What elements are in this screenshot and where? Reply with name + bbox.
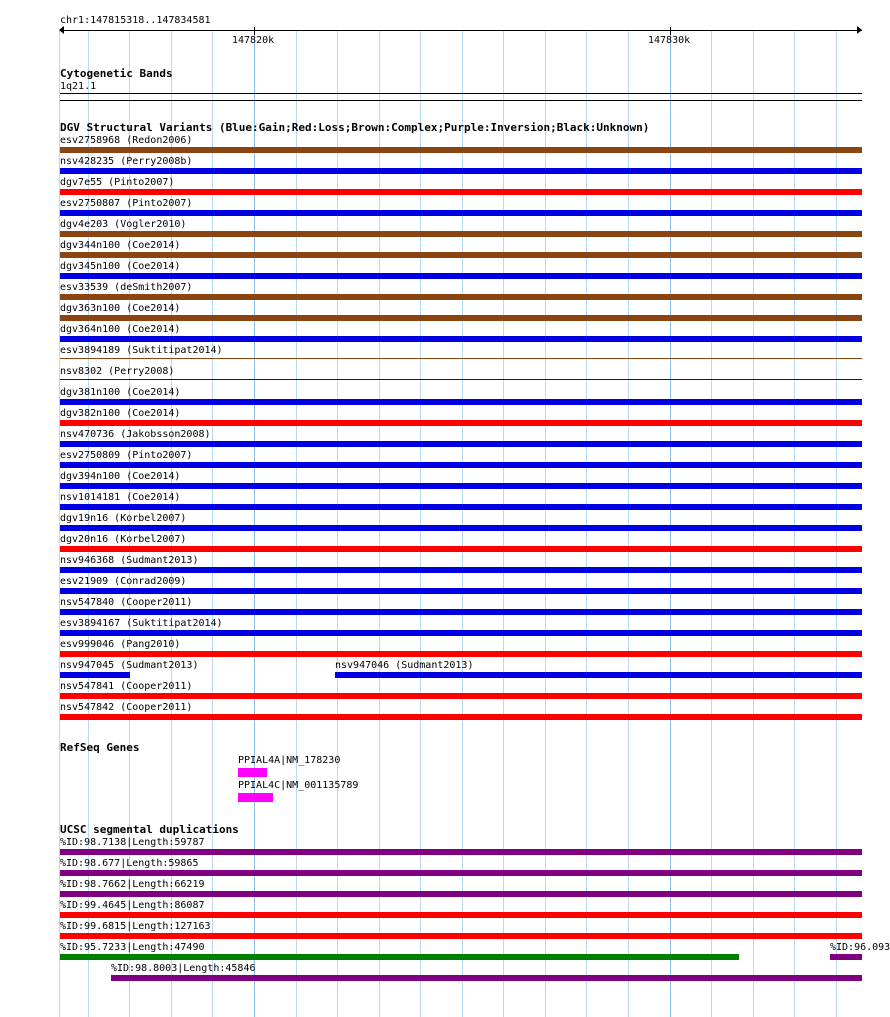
variant-bar[interactable] [60, 399, 862, 405]
gridline [753, 30, 754, 1017]
segdup-bar[interactable] [60, 891, 862, 897]
segdup-bar[interactable] [60, 849, 862, 855]
variant-bar[interactable] [60, 336, 862, 342]
track-title: DGV Structural Variants (Blue:Gain;Red:Loss;Brown:Complex;Purple:Inversion;Black:Unknown) [60, 121, 650, 134]
variant-label[interactable]: esv2758968 (Redon2006) [60, 135, 193, 146]
variant-label[interactable]: esv3894167 (Suktitipat2014) [60, 618, 223, 629]
gridline [212, 30, 213, 1017]
variant-label[interactable]: dgv364n100 (Coe2014) [60, 324, 181, 335]
band-bottom-line [60, 100, 862, 101]
segdup-label[interactable]: %ID:98.7138|Length:59787 [60, 837, 205, 848]
segdup-bar[interactable] [111, 975, 862, 981]
location-label: chr1:147815318..147834581 [60, 15, 211, 26]
gridline [545, 30, 546, 1017]
variant-label[interactable]: dgv345n100 (Coe2014) [60, 261, 181, 272]
variant-label[interactable]: dgv19n16 (Korbel2007) [60, 513, 187, 524]
variant-bar[interactable] [60, 358, 862, 359]
variant-bar[interactable] [60, 504, 862, 510]
variant-bar[interactable] [60, 525, 862, 531]
band-top-line [60, 93, 862, 94]
variant-label[interactable]: nsv547841 (Cooper2011) [60, 681, 193, 692]
variant-label[interactable]: nsv1014181 (Coe2014) [60, 492, 181, 503]
segdup-bar[interactable] [60, 933, 862, 939]
variant-bar[interactable] [60, 210, 862, 216]
variant-label[interactable]: nsv428235 (Perry2008b) [60, 156, 193, 167]
variant-label[interactable]: dgv344n100 (Coe2014) [60, 240, 181, 251]
variant-bar[interactable] [60, 379, 862, 380]
gene-feature[interactable] [238, 768, 267, 777]
gene-label[interactable]: PPIAL4A|NM_178230 [238, 755, 341, 766]
segdup-label[interactable]: %ID:95.7233|Length:47490 [60, 942, 205, 953]
variant-label[interactable]: nsv547842 (Cooper2011) [60, 702, 193, 713]
ruler-axis [60, 30, 862, 31]
gridline [379, 30, 380, 1017]
variant-label[interactable]: esv999046 (Pang2010) [60, 639, 181, 650]
variant-label[interactable]: nsv947046 (Sudmant2013) [335, 660, 474, 671]
variant-bar[interactable] [60, 693, 862, 699]
gridline-major [254, 30, 255, 1017]
variant-label[interactable]: esv2750807 (Pinto2007) [60, 198, 193, 209]
variant-label[interactable]: dgv394n100 (Coe2014) [60, 471, 181, 482]
gridline [628, 30, 629, 1017]
variant-label[interactable]: nsv8302 (Perry2008) [60, 366, 175, 377]
variant-bar[interactable] [60, 651, 862, 657]
variant-label[interactable]: dgv381n100 (Coe2014) [60, 387, 181, 398]
variant-label[interactable]: nsv470736 (Jakobsson2008) [60, 429, 211, 440]
variant-bar[interactable] [60, 294, 862, 300]
segdup-label[interactable]: %ID:96.093 [830, 942, 890, 953]
gridline [296, 30, 297, 1017]
track-title: RefSeq Genes [60, 741, 140, 754]
variant-bar[interactable] [60, 546, 862, 552]
variant-bar[interactable] [60, 315, 862, 321]
variant-label[interactable]: nsv547840 (Cooper2011) [60, 597, 193, 608]
variant-bar[interactable] [60, 672, 130, 678]
variant-bar[interactable] [60, 441, 862, 447]
variant-bar[interactable] [60, 189, 862, 195]
variant-label[interactable]: dgv7e55 (Pinto2007) [60, 177, 175, 188]
variant-bar[interactable] [60, 630, 862, 636]
variant-bar[interactable] [60, 483, 862, 489]
variant-bar[interactable] [60, 609, 862, 615]
major-tick [670, 27, 671, 35]
variant-label[interactable]: dgv4e203 (Vogler2010) [60, 219, 187, 230]
variant-label[interactable]: dgv20n16 (Korbel2007) [60, 534, 187, 545]
variant-bar[interactable] [60, 462, 862, 468]
gridline [337, 30, 338, 1017]
variant-label[interactable]: dgv363n100 (Coe2014) [60, 303, 181, 314]
gridline [420, 30, 421, 1017]
variant-label[interactable]: esv3894189 (Suktitipat2014) [60, 345, 223, 356]
variant-bar[interactable] [60, 147, 862, 153]
arrow-left-icon [59, 26, 64, 34]
variant-bar[interactable] [60, 252, 862, 258]
gridline [503, 30, 504, 1017]
gridline-major [670, 30, 671, 1017]
gene-feature[interactable] [238, 793, 273, 802]
variant-label[interactable]: esv33539 (deSmith2007) [60, 282, 193, 293]
variant-bar[interactable] [60, 273, 862, 279]
segdup-bar[interactable] [60, 870, 862, 876]
segdup-label[interactable]: %ID:99.4645|Length:86087 [60, 900, 205, 911]
gene-label[interactable]: PPIAL4C|NM_001135789 [238, 780, 359, 791]
segdup-label[interactable]: %ID:98.7662|Length:66219 [60, 879, 205, 890]
variant-bar[interactable] [60, 588, 862, 594]
variant-bar[interactable] [60, 231, 862, 237]
arrow-right-icon [857, 26, 862, 34]
segdup-label[interactable]: %ID:98.677|Length:59865 [60, 858, 199, 869]
track-title: UCSC segmental duplications [60, 823, 239, 836]
variant-label[interactable]: nsv947045 (Sudmant2013) [60, 660, 199, 671]
variant-label[interactable]: esv21909 (Conrad2009) [60, 576, 187, 587]
major-tick [254, 27, 255, 35]
gridline [711, 30, 712, 1017]
segdup-label[interactable]: %ID:98.8003|Length:45846 [111, 963, 256, 974]
track-title: Cytogenetic Bands [60, 67, 173, 80]
segdup-label[interactable]: %ID:99.6815|Length:127163 [60, 921, 211, 932]
variant-bar[interactable] [60, 567, 862, 573]
segdup-bar[interactable] [830, 954, 862, 960]
gridline [462, 30, 463, 1017]
gridline [586, 30, 587, 1017]
variant-bar[interactable] [335, 672, 862, 678]
segdup-bar[interactable] [60, 912, 862, 918]
variant-label[interactable]: nsv946368 (Sudmant2013) [60, 555, 199, 566]
tick-label: 147820k [232, 35, 275, 46]
tick-label: 147830k [648, 35, 691, 46]
variant-bar[interactable] [60, 168, 862, 174]
band-label: 1q21.1 [60, 81, 97, 92]
variant-label[interactable]: dgv382n100 (Coe2014) [60, 408, 181, 419]
gridline [794, 30, 795, 1017]
variant-label[interactable]: esv2750809 (Pinto2007) [60, 450, 193, 461]
segdup-bar[interactable] [60, 954, 739, 960]
gridline [836, 30, 837, 1017]
variant-bar[interactable] [60, 714, 862, 720]
variant-bar[interactable] [60, 420, 862, 426]
